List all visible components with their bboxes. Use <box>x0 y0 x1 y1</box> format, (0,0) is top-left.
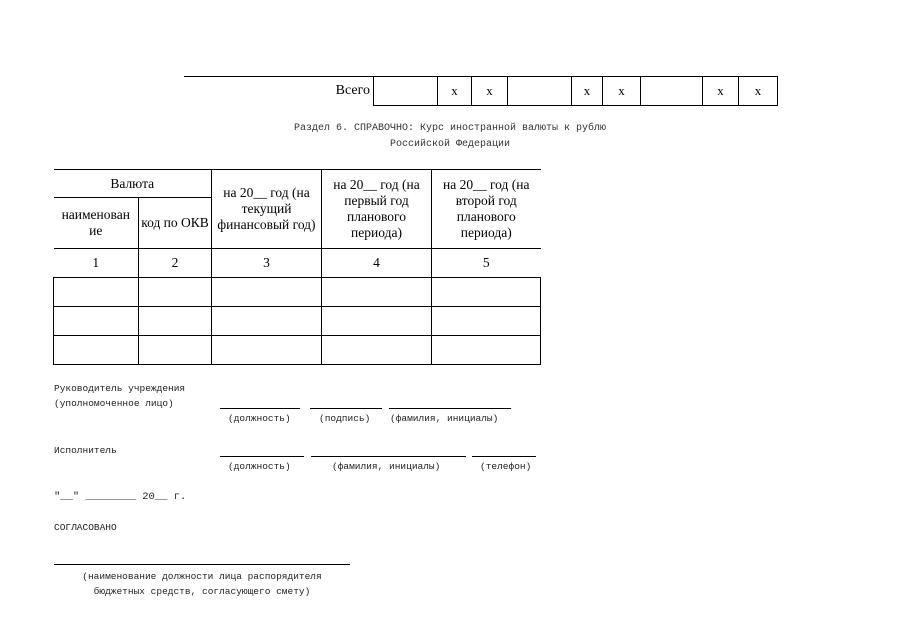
table-cell <box>139 278 212 307</box>
total-row-topline <box>184 76 374 77</box>
total-cell <box>508 77 572 106</box>
total-cell: x <box>739 77 778 106</box>
approver-caption-line2: бюджетных средств, согласующего смету) <box>93 586 311 597</box>
total-cell: x <box>603 77 641 106</box>
total-row-table <box>373 76 778 106</box>
table-row <box>54 307 541 336</box>
section-caption <box>200 121 700 153</box>
table-cell <box>432 336 541 365</box>
total-cell <box>374 77 438 106</box>
col-year1-header: на 20__ год (на текущий финансовый год) <box>212 170 322 249</box>
column-number: 4 <box>322 249 432 278</box>
approver-line <box>54 564 350 565</box>
head-label-line1: Руководитель учреждения <box>54 383 186 394</box>
exec-position-line <box>220 456 304 457</box>
total-cell <box>641 77 703 106</box>
approver-caption-line1: (наименование должности лица распорядителя <box>82 571 322 582</box>
head-position-caption: (должность) <box>228 413 291 424</box>
table-cell <box>54 307 139 336</box>
table-cell <box>212 336 322 365</box>
col-year2-header: на 20__ год (на первый год планового периода) <box>322 170 432 249</box>
total-cell: x <box>472 77 508 106</box>
table-cell <box>139 336 212 365</box>
exec-name-line <box>311 456 466 457</box>
executor-label: Исполнитель <box>54 445 117 456</box>
column-number: 1 <box>54 249 139 278</box>
table-cell <box>432 307 541 336</box>
head-label-line2: (уполномоченное лицо) <box>54 398 174 409</box>
table-cell <box>432 278 541 307</box>
head-signature-line <box>310 408 382 409</box>
table-row <box>54 278 541 307</box>
col-name-header: наименован ие <box>54 198 139 249</box>
head-name-caption: (фамилия, инициалы) <box>390 413 499 424</box>
exec-phone-caption: (телефон) <box>480 461 532 472</box>
section-caption-line1: Раздел 6. СПРАВОЧНО: Курс иностранной валюты к рублю <box>293 123 607 134</box>
approver-caption <box>60 569 344 599</box>
col-code-header: код по ОКВ <box>139 198 212 249</box>
total-label: Всего <box>335 83 370 98</box>
date-field: "__" ________ 20__ г. <box>54 491 187 503</box>
head-position-line <box>220 408 300 409</box>
table-cell <box>54 336 139 365</box>
column-number: 3 <box>212 249 322 278</box>
table-cell <box>139 307 212 336</box>
table-cell <box>212 278 322 307</box>
head-signature-caption: (подпись) <box>319 413 371 424</box>
section-caption-line2: Российской Федерации <box>389 139 511 150</box>
column-number: 2 <box>139 249 212 278</box>
total-cell: x <box>438 77 472 106</box>
col-year3-header: на 20__ год (на второй год планового периода) <box>432 170 541 249</box>
column-number: 5 <box>432 249 541 278</box>
total-cell: x <box>572 77 603 106</box>
exec-name-caption: (фамилия, инициалы) <box>332 461 441 472</box>
table-cell <box>322 307 432 336</box>
table-cell <box>212 307 322 336</box>
currency-group-header: Валюта <box>54 170 212 198</box>
exec-phone-line <box>472 456 536 457</box>
table-row <box>54 336 541 365</box>
head-name-line <box>389 408 511 409</box>
total-cell: x <box>703 77 739 106</box>
exec-position-caption: (должность) <box>228 461 291 472</box>
approved-label: СОГЛАСОВАНО <box>54 522 117 533</box>
currency-rate-table <box>53 169 541 365</box>
table-cell <box>322 278 432 307</box>
table-cell <box>322 336 432 365</box>
table-cell <box>54 278 139 307</box>
